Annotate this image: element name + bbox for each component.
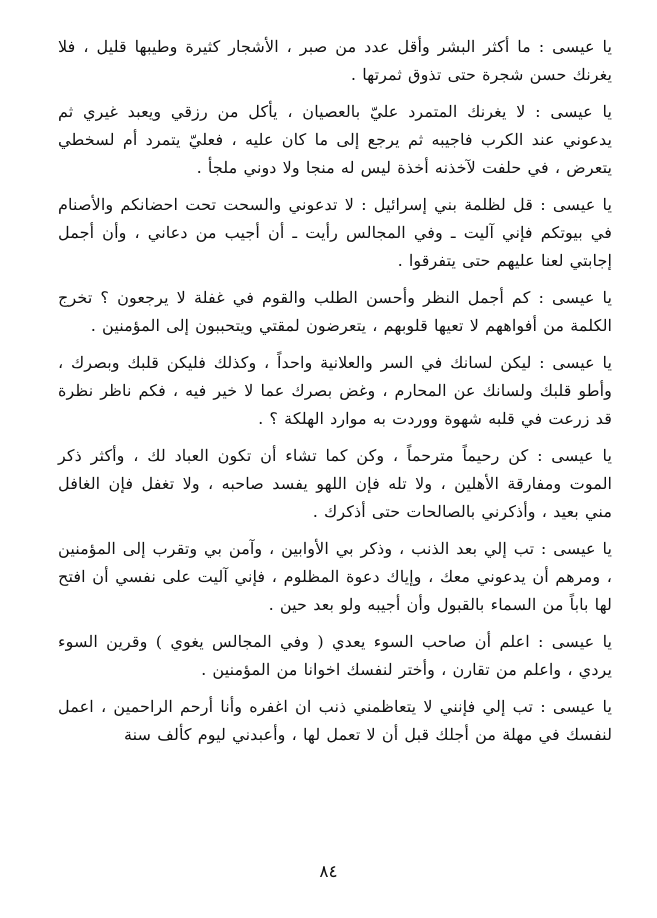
paragraph: يا عيسى : قل لظلمة بني إسرائيل : لا تدعوني والسحت تحت احضانكم والأصنام في بيوتكم فإني آليت ـ وفي المجالس رأيت ـ أن أجيب من دعاني ، وأن أجمل إجابتي لعنا عليهم حتى يتفرقوا . <box>58 195 612 270</box>
paragraph: يا عيسى : اعلم أن صاحب السوء يعدي ( وفي المجالس يغوي ) وقرين السوء يردي ، واعلم من تقارن ، وأختر لنفسك اخوانا من المؤمنين . <box>58 632 612 679</box>
paragraph: يا عيسى : لا يغرنك المتمرد عليّ بالعصيان ، يأكل من رزقي ويعبد غيري ثم يدعوني عند الكرب فاجيبه ثم يرجع إلى ما كان عليه ، فعليّ يتمرد أم لسخطي يتعرض ، في حلفت لآخذنه أخذة ليس له منجا ولا دوني ملجأ . <box>58 102 612 177</box>
page-number: ٨٤ <box>319 862 338 882</box>
paragraph: يا عيسى : تب إلي بعد الذنب ، وذكر بي الأوابين ، وآمن بي وتقرب إلى المؤمنين ، ومرهم أن يدعوني معك ، وإياك دعوة المظلوم ، فإني آليت على نفسي أن افتح لها باباً من السماء بالقبول وأن أجيبه ولو بعد حين . <box>58 539 612 614</box>
paragraph: يا عيسى : ما أكثر البشر وأقل عدد من صبر ، الأشجار كثيرة وطيبها قليل ، فلا يغرنك حسن شجرة حتى تذوق ثمرتها . <box>58 37 612 84</box>
paragraph: يا عيسى : ليكن لسانك في السر والعلانية واحداً ، وكذلك فليكن قلبك وبصرك ، وأطو قلبك ولسانك عن المحارم ، وغض بصرك عما لا خير فيه ، فكم ناظر نظرة قد زرعت في قلبه شهوة ووردت به موارد الهلكة ؟ . <box>58 353 612 428</box>
paragraph: يا عيسى : كم أجمل النظر وأحسن الطلب والقوم في غفلة لا يرجعون ؟ تخرج الكلمة من أفواههم لا تعيها قلوبهم ، يتعرضون لمقتي ويتحببون إلى المؤمنين . <box>58 288 612 335</box>
paragraph: يا عيسى : كن رحيماً مترحماً ، وكن كما تشاء أن تكون العباد لك ، وأكثر ذكر الموت ومفارقة الأهلين ، ولا تله فإن اللهو يفسد صاحبه ، ولا تغفل فإن الغافل مني بعيد ، وأذكرني بالصالحات حتى أذكرك . <box>58 446 612 521</box>
paragraph: يا عيسى : تب إلي فإنني لا يتعاظمني ذنب ان اغفره وأنا أرحم الراحمين ، اعمل لنفسك في مهلة من أجلك قبل أن لا تعمل لها ، وأعبدني ليوم كألف سنة <box>58 697 612 744</box>
page-text <box>58 33 612 758</box>
